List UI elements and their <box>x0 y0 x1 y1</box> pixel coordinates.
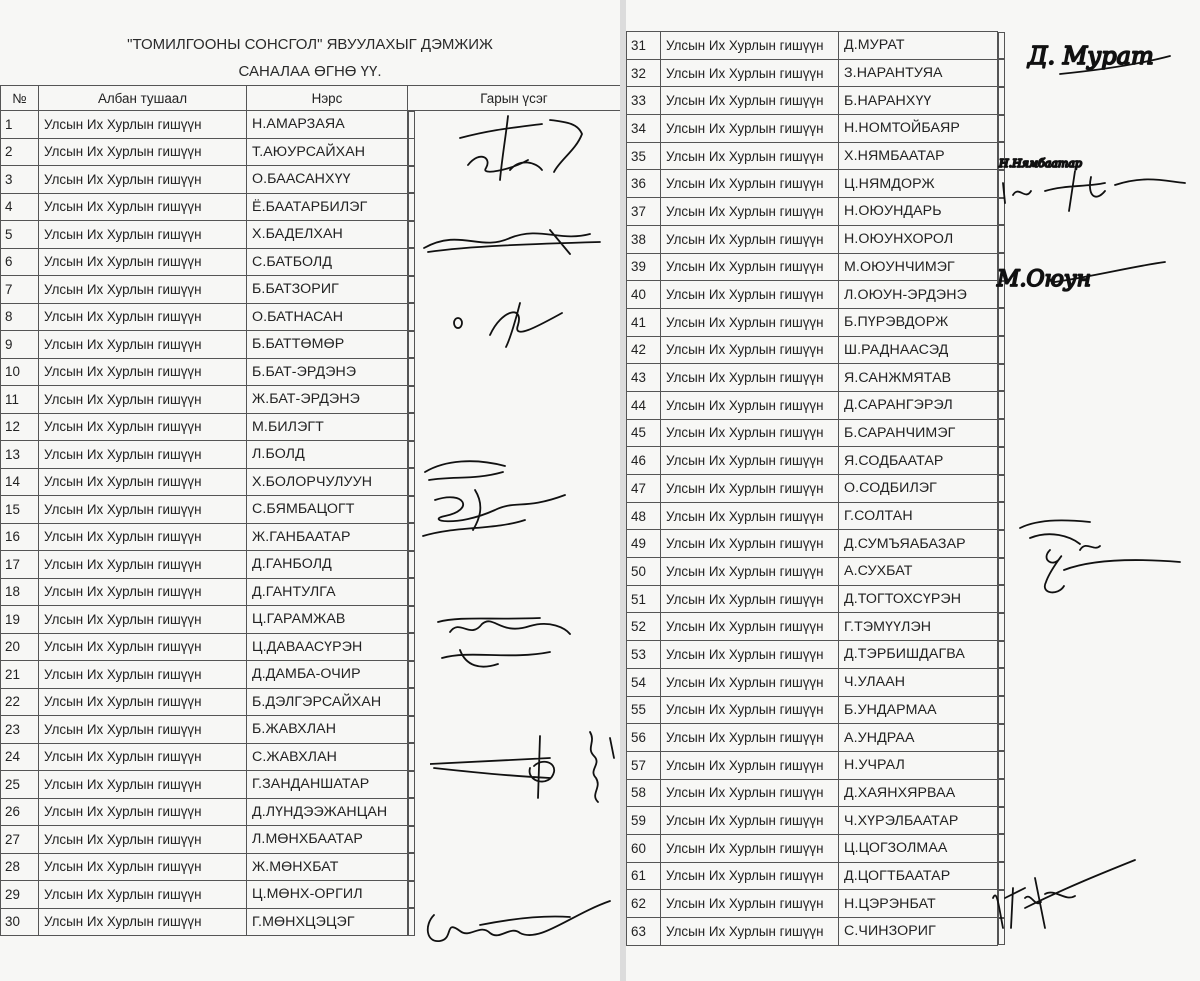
row-signature <box>998 419 1005 447</box>
row-signature <box>408 166 415 194</box>
row-signature <box>408 303 415 331</box>
row-position: Улсын Их Хурлын гишүүн <box>661 115 839 143</box>
row-name: З.НАРАНТУЯА <box>839 59 998 87</box>
row-signature <box>408 248 415 276</box>
table-row <box>627 364 1200 392</box>
row-number: 62 <box>627 890 661 918</box>
table-row <box>627 225 1200 253</box>
row-position: Улсын Их Хурлын гишүүн <box>39 688 247 716</box>
column-header-number: № <box>1 86 39 111</box>
row-number: 41 <box>627 308 661 336</box>
row-position: Улсын Их Хурлын гишүүн <box>661 641 839 669</box>
row-name: Б.ПҮРЭВДОРЖ <box>839 308 998 336</box>
row-signature <box>408 798 415 826</box>
row-signature <box>998 668 1005 696</box>
row-signature <box>408 771 415 799</box>
table-row <box>627 475 1200 503</box>
row-name: Д.ГАНБОЛД <box>247 551 408 579</box>
row-name: А.УНДРАА <box>839 724 998 752</box>
row-name: Х.НЯМБААТАР <box>839 142 998 170</box>
row-name: Б.БАТТӨМӨР <box>247 331 408 359</box>
row-number: 33 <box>627 87 661 115</box>
row-signature <box>408 468 415 496</box>
row-name: А.СУХБАТ <box>839 558 998 586</box>
row-name: Т.АЮУРСАЙХАН <box>247 138 408 166</box>
row-name: Н.АМАРЗАЯА <box>247 111 408 139</box>
row-name: Б.БАТ-ЭРДЭНЭ <box>247 358 408 386</box>
row-name: Н.НОМТОЙБАЯР <box>839 115 998 143</box>
row-number: 25 <box>1 771 39 799</box>
row-signature <box>408 881 415 909</box>
row-number: 28 <box>1 853 39 881</box>
row-number: 40 <box>627 281 661 309</box>
row-name: М.ОЮУНЧИМЭГ <box>839 253 998 281</box>
row-position: Улсын Их Хурлын гишүүн <box>39 523 247 551</box>
table-row <box>1 193 621 221</box>
row-name: О.БААСАНХҮҮ <box>247 166 408 194</box>
row-number: 15 <box>1 496 39 524</box>
column-header-signature: Гарын үсэг <box>408 86 621 111</box>
row-position: Улсын Их Хурлын гишүүн <box>661 751 839 779</box>
row-position: Улсын Их Хурлын гишүүн <box>661 530 839 558</box>
row-name: С.БАТБОЛД <box>247 248 408 276</box>
row-number: 59 <box>627 807 661 835</box>
table-row <box>627 87 1200 115</box>
row-signature <box>998 475 1005 503</box>
signature-rows-35-36 <box>995 155 1190 215</box>
signature-rows-48-50 <box>1010 510 1190 605</box>
row-number: 12 <box>1 413 39 441</box>
row-name: Д.ДАМБА-ОЧИР <box>247 661 408 689</box>
document-title: "ТОМИЛГООНЫ СОНСГОЛ" ЯВУУЛАХЫГ ДЭМЖИЖ <box>127 36 493 53</box>
row-position: Улсын Их Хурлын гишүүн <box>661 890 839 918</box>
row-position: Улсын Их Хурлын гишүүн <box>39 908 247 936</box>
row-number: 44 <box>627 391 661 419</box>
row-position: Улсын Их Хурлын гишүүн <box>39 853 247 881</box>
row-signature <box>408 688 415 716</box>
row-name: Ё.БААТАРБИЛЭГ <box>247 193 408 221</box>
row-name: Д.СУМЪЯАБАЗАР <box>839 530 998 558</box>
row-signature <box>408 716 415 744</box>
row-name: Л.БОЛД <box>247 441 408 469</box>
row-name: Н.ЦЭРЭНБАТ <box>839 890 998 918</box>
row-number: 53 <box>627 641 661 669</box>
table-row <box>627 613 1200 641</box>
row-position: Улсын Их Хурлын гишүүн <box>661 585 839 613</box>
table-row <box>1 386 621 414</box>
row-signature <box>408 908 415 936</box>
row-signature <box>998 502 1005 530</box>
row-name: Ц.ГАРАМЖАВ <box>247 606 408 634</box>
document-page-right <box>626 0 1200 981</box>
row-position: Улсын Их Хурлын гишүүн <box>661 308 839 336</box>
row-signature <box>408 386 415 414</box>
row-position: Улсын Их Хурлын гишүүн <box>39 661 247 689</box>
table-row <box>627 807 1200 835</box>
table-row <box>627 308 1200 336</box>
signature-text-oyuun: М.Оюун <box>997 267 1092 292</box>
table-row <box>1 853 621 881</box>
row-name: С.ЖАВХЛАН <box>247 743 408 771</box>
row-position: Улсын Их Хурлын гишүүн <box>39 276 247 304</box>
row-name: О.СОДБИЛЭГ <box>839 475 998 503</box>
row-name: Ш.РАДНААСЭД <box>839 336 998 364</box>
row-number: 37 <box>627 198 661 226</box>
row-number: 3 <box>1 166 39 194</box>
row-signature <box>998 391 1005 419</box>
row-number: 43 <box>627 364 661 392</box>
row-name: Я.СОДБААТАР <box>839 447 998 475</box>
row-name: Л.МӨНХБААТАР <box>247 826 408 854</box>
row-signature <box>998 32 1005 60</box>
row-name: Н.УЧРАЛ <box>839 751 998 779</box>
row-position: Улсын Их Хурлын гишүүн <box>39 468 247 496</box>
row-position: Улсын Их Хурлын гишүүн <box>661 447 839 475</box>
row-number: 4 <box>1 193 39 221</box>
row-position: Улсын Их Хурлын гишүүн <box>661 558 839 586</box>
row-signature <box>998 585 1005 613</box>
row-name: Ц.ДАВААСҮРЭН <box>247 633 408 661</box>
row-name: Д.ГАНТУЛГА <box>247 578 408 606</box>
row-name: Д.ТОГТОХСҮРЭН <box>839 585 998 613</box>
row-number: 10 <box>1 358 39 386</box>
row-number: 27 <box>1 826 39 854</box>
row-name: Д.САРАНГЭРЭЛ <box>839 391 998 419</box>
row-number: 8 <box>1 303 39 331</box>
row-signature <box>408 661 415 689</box>
row-number: 21 <box>1 661 39 689</box>
row-signature <box>998 87 1005 115</box>
row-signature <box>408 551 415 579</box>
row-signature <box>998 641 1005 669</box>
row-name: Д.МУРАТ <box>839 32 998 60</box>
row-number: 13 <box>1 441 39 469</box>
row-number: 29 <box>1 881 39 909</box>
row-name: Л.ОЮУН-ЭРДЭНЭ <box>839 281 998 309</box>
row-position: Улсын Их Хурлын гишүүн <box>39 193 247 221</box>
row-name: Д.ЛҮНДЭЭЖАНЦАН <box>247 798 408 826</box>
row-position: Улсын Их Хурлын гишүүн <box>39 881 247 909</box>
row-number: 63 <box>627 918 661 946</box>
row-name: Ж.ГАНБААТАР <box>247 523 408 551</box>
table-row <box>627 419 1200 447</box>
row-number: 18 <box>1 578 39 606</box>
row-number: 45 <box>627 419 661 447</box>
table-row <box>1 413 621 441</box>
row-number: 23 <box>1 716 39 744</box>
row-position: Улсын Их Хурлын гишүүн <box>661 87 839 115</box>
row-name: Б.ЖАВХЛАН <box>247 716 408 744</box>
row-position: Улсын Их Хурлын гишүүн <box>39 606 247 634</box>
row-position: Улсын Их Хурлын гишүүн <box>661 668 839 696</box>
row-signature <box>998 696 1005 724</box>
row-signature <box>998 613 1005 641</box>
row-position: Улсын Их Хурлын гишүүн <box>661 170 839 198</box>
row-signature <box>408 853 415 881</box>
table-row <box>627 336 1200 364</box>
row-signature <box>998 724 1005 752</box>
row-name: Ч.ХҮРЭЛБААТАР <box>839 807 998 835</box>
row-name: Ц.НЯМДОРЖ <box>839 170 998 198</box>
signature-rows-19-21 <box>430 610 580 680</box>
row-number: 31 <box>627 32 661 60</box>
row-signature <box>408 358 415 386</box>
row-name: О.БАТНАСАН <box>247 303 408 331</box>
row-name: Ж.МӨНХБАТ <box>247 853 408 881</box>
row-position: Улсын Их Хурлын гишүүн <box>39 166 247 194</box>
row-signature <box>408 221 415 249</box>
signature-row-39 <box>995 258 1175 298</box>
row-signature <box>408 441 415 469</box>
row-name: Д.ЦОГТБААТАР <box>839 862 998 890</box>
row-position: Улсын Их Хурлын гишүүн <box>39 413 247 441</box>
row-signature <box>998 807 1005 835</box>
row-number: 58 <box>627 779 661 807</box>
row-position: Улсын Их Хурлын гишүүн <box>39 798 247 826</box>
row-number: 6 <box>1 248 39 276</box>
row-number: 57 <box>627 751 661 779</box>
row-name: Д.ТЭРБИШДАГВА <box>839 641 998 669</box>
row-number: 55 <box>627 696 661 724</box>
row-number: 26 <box>1 798 39 826</box>
row-signature <box>998 447 1005 475</box>
table-row <box>1 551 621 579</box>
row-signature <box>408 276 415 304</box>
row-position: Улсын Их Хурлын гишүүн <box>39 303 247 331</box>
row-signature <box>408 826 415 854</box>
row-number: 50 <box>627 558 661 586</box>
signature-rows-1-2 <box>450 110 620 190</box>
row-number: 9 <box>1 331 39 359</box>
row-signature <box>998 308 1005 336</box>
row-number: 36 <box>627 170 661 198</box>
row-position: Улсын Их Хурлын гишүүн <box>661 475 839 503</box>
row-number: 56 <box>627 724 661 752</box>
table-row <box>627 641 1200 669</box>
row-signature <box>998 751 1005 779</box>
table-row <box>627 115 1200 143</box>
signature-rows-13-15 <box>415 450 575 545</box>
row-number: 19 <box>1 606 39 634</box>
row-number: 34 <box>627 115 661 143</box>
row-position: Улсын Их Хурлын гишүүн <box>39 826 247 854</box>
row-signature <box>408 633 415 661</box>
row-number: 14 <box>1 468 39 496</box>
row-number: 1 <box>1 111 39 139</box>
row-position: Улсын Их Хурлын гишүүн <box>661 696 839 724</box>
row-name: Н.ОЮУНХОРОЛ <box>839 225 998 253</box>
row-position: Улсын Их Хурлын гишүүн <box>39 441 247 469</box>
row-number: 39 <box>627 253 661 281</box>
row-signature <box>998 364 1005 392</box>
row-position: Улсын Их Хурлын гишүүн <box>39 551 247 579</box>
signature-row-31 <box>1020 34 1180 79</box>
table-row <box>1 826 621 854</box>
row-signature <box>998 115 1005 143</box>
row-signature <box>408 606 415 634</box>
row-number: 24 <box>1 743 39 771</box>
table-header-row <box>1 86 621 111</box>
row-signature <box>998 779 1005 807</box>
row-number: 20 <box>1 633 39 661</box>
row-name: Г.ЗАНДАНШАТАР <box>247 771 408 799</box>
row-number: 51 <box>627 585 661 613</box>
row-number: 42 <box>627 336 661 364</box>
row-signature <box>408 496 415 524</box>
row-position: Улсын Их Хурлын гишүүн <box>661 142 839 170</box>
table-row <box>627 447 1200 475</box>
row-name: Г.МӨНХЦЭЦЭГ <box>247 908 408 936</box>
row-number: 22 <box>1 688 39 716</box>
row-signature <box>408 413 415 441</box>
row-name: Д.ХАЯНХЯРВАА <box>839 779 998 807</box>
row-name: С.ЧИНЗОРИГ <box>839 918 998 946</box>
table-row <box>1 688 621 716</box>
row-number: 38 <box>627 225 661 253</box>
row-signature <box>408 138 415 166</box>
row-position: Улсын Их Хурлын гишүүн <box>39 248 247 276</box>
row-position: Улсын Их Хурлын гишүүн <box>661 281 839 309</box>
row-name: С.БЯМБАЦОГТ <box>247 496 408 524</box>
table-row <box>627 724 1200 752</box>
row-position: Улсын Их Хурлын гишүүн <box>39 771 247 799</box>
row-number: 54 <box>627 668 661 696</box>
row-position: Улсын Их Хурлын гишүүн <box>39 578 247 606</box>
row-number: 52 <box>627 613 661 641</box>
signature-rows-61-62 <box>985 858 1145 938</box>
row-position: Улсын Их Хурлын гишүүн <box>661 807 839 835</box>
row-signature <box>998 558 1005 586</box>
row-position: Улсын Их Хурлын гишүүн <box>39 221 247 249</box>
row-position: Улсын Их Хурлын гишүүн <box>661 834 839 862</box>
row-signature <box>408 743 415 771</box>
document-subtitle: САНАЛАА ӨГНӨ ҮҮ. <box>238 63 382 80</box>
row-position: Улсын Их Хурлын гишүүн <box>661 391 839 419</box>
row-signature <box>408 331 415 359</box>
signature-text-murat: Д. Мурат <box>1028 42 1154 70</box>
row-number: 7 <box>1 276 39 304</box>
row-position: Улсын Их Хурлын гишүүн <box>39 331 247 359</box>
table-row <box>627 391 1200 419</box>
row-number: 48 <box>627 502 661 530</box>
row-position: Улсын Их Хурлын гишүүн <box>661 336 839 364</box>
row-name: Ц.МӨНХ-ОРГИЛ <box>247 881 408 909</box>
row-position: Улсын Их Хурлын гишүүн <box>661 502 839 530</box>
signature-row-30 <box>420 895 620 955</box>
column-header-name: Нэрс <box>247 86 408 111</box>
row-name: М.БИЛЭГТ <box>247 413 408 441</box>
table-row <box>627 779 1200 807</box>
row-position: Улсын Их Хурлын гишүүн <box>661 253 839 281</box>
row-number: 32 <box>627 59 661 87</box>
table-row <box>1 358 621 386</box>
table-row <box>627 696 1200 724</box>
row-signature <box>998 225 1005 253</box>
row-position: Улсын Их Хурлын гишүүн <box>39 138 247 166</box>
row-number: 11 <box>1 386 39 414</box>
row-signature <box>408 111 415 139</box>
row-number: 47 <box>627 475 661 503</box>
row-number: 49 <box>627 530 661 558</box>
row-position: Улсын Их Хурлын гишүүн <box>39 716 247 744</box>
row-signature <box>998 59 1005 87</box>
row-position: Улсын Их Хурлын гишүүн <box>39 386 247 414</box>
row-number: 5 <box>1 221 39 249</box>
row-position: Улсын Их Хурлын гишүүн <box>661 225 839 253</box>
row-number: 16 <box>1 523 39 551</box>
signature-text-nyambaatar: Н.Нямбаатар <box>999 157 1082 170</box>
row-position: Улсын Их Хурлын гишүүн <box>39 358 247 386</box>
row-position: Улсын Их Хурлын гишүүн <box>661 419 839 447</box>
row-name: Ц.ЦОГЗОЛМАА <box>839 834 998 862</box>
row-position: Улсын Их Хурлын гишүүн <box>661 613 839 641</box>
row-position: Улсын Их Хурлын гишүүн <box>661 364 839 392</box>
row-position: Улсын Их Хурлын гишүүн <box>39 743 247 771</box>
row-name: Б.ДЭЛГЭРСАЙХАН <box>247 688 408 716</box>
row-number: 17 <box>1 551 39 579</box>
row-position: Улсын Их Хурлын гишүүн <box>39 633 247 661</box>
row-signature <box>998 336 1005 364</box>
row-signature <box>998 530 1005 558</box>
row-number: 35 <box>627 142 661 170</box>
table-row <box>627 751 1200 779</box>
row-number: 30 <box>1 908 39 936</box>
row-name: Б.БАТЗОРИГ <box>247 276 408 304</box>
signature-row-5 <box>420 222 610 262</box>
row-position: Улсын Их Хурлын гишүүн <box>39 111 247 139</box>
row-number: 2 <box>1 138 39 166</box>
row-signature <box>408 523 415 551</box>
row-number: 61 <box>627 862 661 890</box>
row-position: Улсын Их Хурлын гишүүн <box>661 32 839 60</box>
row-name: Ж.БАТ-ЭРДЭНЭ <box>247 386 408 414</box>
signature-row-8 <box>450 295 590 350</box>
row-signature <box>408 578 415 606</box>
row-number: 46 <box>627 447 661 475</box>
row-name: Б.САРАНЧИМЭГ <box>839 419 998 447</box>
row-number: 60 <box>627 834 661 862</box>
row-name: Н.ОЮУНДАРЬ <box>839 198 998 226</box>
row-position: Улсын Их Хурлын гишүүн <box>661 198 839 226</box>
row-position: Улсын Их Хурлын гишүүн <box>661 862 839 890</box>
table-row <box>1 578 621 606</box>
row-position: Улсын Их Хурлын гишүүн <box>661 918 839 946</box>
row-name: Г.СОЛТАН <box>839 502 998 530</box>
signature-rows-23-25 <box>430 728 620 808</box>
row-position: Улсын Их Хурлын гишүүн <box>661 724 839 752</box>
row-name: Х.БАДЕЛХАН <box>247 221 408 249</box>
row-signature <box>408 193 415 221</box>
row-position: Улсын Их Хурлын гишүүн <box>39 496 247 524</box>
row-name: Ч.УЛААН <box>839 668 998 696</box>
row-name: Я.САНЖМЯТАВ <box>839 364 998 392</box>
row-position: Улсын Их Хурлын гишүүн <box>661 59 839 87</box>
row-name: Х.БОЛОРЧУЛУУН <box>247 468 408 496</box>
row-name: Г.ТЭМҮҮЛЭН <box>839 613 998 641</box>
row-name: Б.УНДАРМАА <box>839 696 998 724</box>
column-header-position: Албан тушаал <box>39 86 247 111</box>
row-position: Улсын Их Хурлын гишүүн <box>661 779 839 807</box>
row-name: Б.НАРАНХҮҮ <box>839 87 998 115</box>
table-row <box>627 668 1200 696</box>
